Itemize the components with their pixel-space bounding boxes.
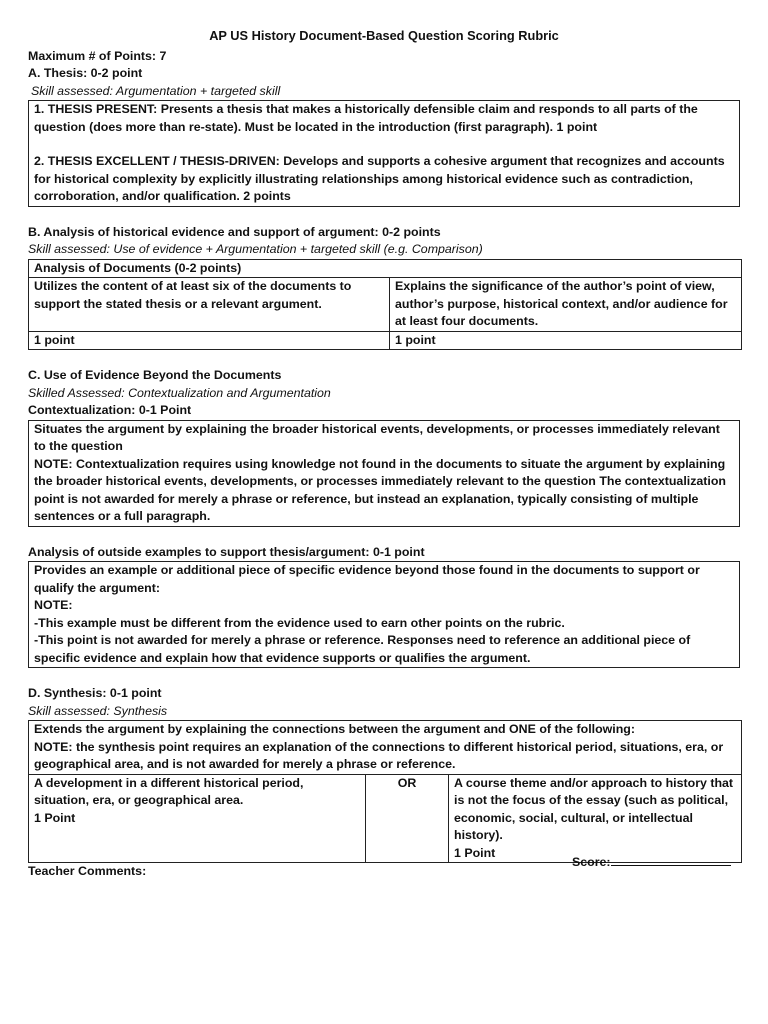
section-d-skill: Skill assessed: Synthesis: [28, 703, 168, 718]
section-a-skill: Skill assessed: Argumentation + targeted skill: [31, 83, 281, 98]
thesis-criteria-box: [28, 100, 740, 207]
analysis-left-points: 1 point: [29, 331, 390, 350]
analysis-documents-table: [28, 259, 742, 351]
max-points: Maximum # of Points: 7: [28, 48, 167, 63]
contextualization-text: Situates the argument by explaining the broader historical events, developments, or processes immediately relevant to the question: [34, 421, 720, 453]
outside-note-2: -This point is not awarded for merely a phrase or reference. Responses need to reference an additional piece of specific evidence and explain how that evidence supports or qualifies the argument.: [34, 633, 691, 665]
page-title: AP US History Document-Based Question Scoring Rubric: [209, 28, 559, 43]
thesis-present-label: 1. THESIS PRESENT:: [34, 102, 158, 116]
analysis-right-criterion: Explains the significance of the author’s point of view, author’s purpose, historical context, and/or audience for at least four documents.: [390, 278, 742, 332]
section-b-heading: B. Analysis of historical evidence and support of argument: 0-2 points: [28, 224, 441, 239]
thesis-excellent-item: [34, 153, 734, 206]
contextualization-box: [28, 420, 740, 527]
thesis-excellent-points: 2 points: [243, 189, 291, 203]
contextualization-heading: Contextualization: 0-1 Point: [28, 403, 192, 417]
section-d-heading: D. Synthesis: 0-1 point: [28, 686, 162, 700]
analysis-right-points: 1 point: [390, 331, 742, 350]
outside-examples-text: Provides an example or additional piece of specific evidence beyond those found in the documents to support or qualify the argument:: [34, 563, 700, 595]
synthesis-right-option: [449, 774, 742, 863]
synthesis-left-points: 1 Point: [34, 810, 76, 825]
section-c-heading: C. Use of Evidence Beyond the Documents: [28, 368, 282, 382]
thesis-present-text: Presents a thesis that makes a historically defensible claim and responds to all parts of the question (does more than re-state). Must be located in the introduction (first paragraph).: [34, 102, 698, 134]
synthesis-intro: Extends the argument by explaining the connections between the argument and ONE of the following:: [34, 722, 636, 736]
outside-note-1: -This example must be different from the evidence used to earn other points on the rubric.: [34, 615, 565, 630]
synthesis-table: [28, 720, 742, 863]
score-field: [572, 853, 731, 872]
thesis-excellent-label: 2. THESIS EXCELLENT / THESIS-DRIVEN:: [34, 154, 280, 168]
thesis-present-item: [34, 101, 734, 136]
thesis-excellent-text: Develops and supports a cohesive argument that recognizes and accounts for historical complexity by explicitly illustrating relationships among historical evidence such as contradiction, corroboration, and/or qualification.: [34, 154, 725, 203]
thesis-present-points: 1 point: [556, 119, 598, 134]
teacher-comments-label: Teacher Comments:: [28, 864, 147, 878]
score-blank-line[interactable]: [611, 853, 731, 866]
outside-note-label: NOTE:: [34, 598, 73, 612]
contextualization-note: NOTE: Contextualization requires using knowledge not found in the documents to situate the argument by explaining the broader historical events, developments, or processes immediately relevant to the question The contextualization point is not awarded for merely a phrase or reference, but instead an explanation, typically consisting of multiple sentences or a full paragraph.: [34, 456, 726, 523]
synthesis-right-text: A course theme and/or approach to history that is not the focus of the essay (such as political, economic, social, cultural, or intellectual history).: [454, 775, 734, 842]
analysis-left-criterion: Utilizes the content of at least six of the documents to support the stated thesis or a relevant argument.: [29, 278, 390, 332]
synthesis-left-option: [29, 774, 366, 863]
outside-examples-box: [28, 561, 740, 668]
outside-examples-heading: Analysis of outside examples to support thesis/argument: 0-1 point: [28, 544, 425, 559]
synthesis-or: OR: [366, 774, 449, 863]
synthesis-note: NOTE: the synthesis point requires an explanation of the connections to different historical period, situations, era, or geographical area, and is not awarded for merely a phrase or reference.: [34, 739, 724, 771]
section-c-skill: Skilled Assessed: Contextualization and Argumentation: [28, 385, 331, 400]
synthesis-left-text: A development in a different historical period, situation, era, or geographical area.: [34, 775, 304, 807]
section-a-heading: A. Thesis: 0-2 point: [28, 66, 143, 80]
section-b-skill: Skill assessed: Use of evidence + Argumentation + targeted skill (e.g. Comparison): [28, 242, 483, 256]
synthesis-right-points: 1 Point: [454, 845, 496, 860]
score-label: Score:: [572, 855, 611, 869]
analysis-table-header: Analysis of Documents (0-2 points): [29, 259, 742, 278]
synthesis-intro-cell: [29, 721, 742, 775]
